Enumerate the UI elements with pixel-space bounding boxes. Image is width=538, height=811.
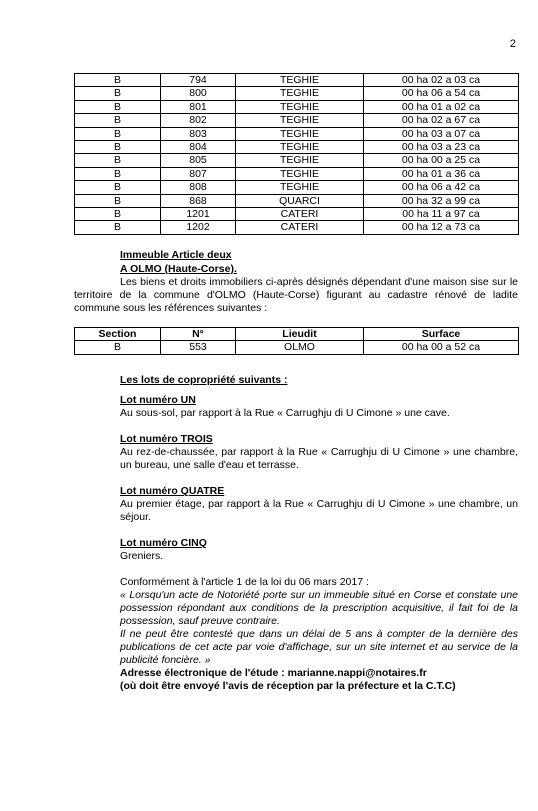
cell-section: B	[75, 341, 161, 354]
table-row	[75, 221, 519, 234]
table-row	[75, 74, 519, 87]
lot-title: Lot numéro UN	[120, 394, 196, 406]
cell-section: B	[75, 141, 161, 154]
table-row	[75, 114, 519, 127]
table-row	[75, 208, 519, 221]
cell-surface: 00 ha 12 a 73 ca	[364, 221, 519, 234]
cell-lieudit: TEGHIE	[236, 141, 364, 154]
table-row	[75, 181, 519, 194]
lot-title: Lot numéro QUATRE	[120, 485, 225, 497]
cell-lieudit: CATERI	[236, 208, 364, 221]
parcels-table-body	[75, 74, 519, 235]
table-row	[75, 154, 519, 167]
table-row	[75, 127, 519, 140]
olmo-table-header-row	[75, 328, 519, 341]
cell-number: 868	[161, 194, 236, 207]
cell-number: 794	[161, 74, 236, 87]
cell-section: B	[75, 74, 161, 87]
table-row	[75, 100, 519, 113]
cell-surface: 00 ha 06 a 54 ca	[364, 87, 519, 100]
cell-surface: 00 ha 02 a 67 ca	[364, 114, 519, 127]
cell-surface: 00 ha 06 a 42 ca	[364, 181, 519, 194]
table-row	[75, 341, 519, 354]
cell-lieudit: TEGHIE	[236, 87, 364, 100]
table-row	[75, 194, 519, 207]
lot-title: Lot numéro TROIS	[120, 433, 213, 445]
cell-number: 807	[161, 167, 236, 180]
article-two-location: A OLMO (Haute-Corse).	[120, 263, 237, 275]
cell-number: 808	[161, 181, 236, 194]
lot-text: Au rez-de-chaussée, par rapport à la Rue « Carrughju di U Cimone » une chambre, un bureau, une salle d'eau et terrasse.	[120, 446, 518, 471]
cell-surface: 00 ha 32 a 99 ca	[364, 194, 519, 207]
lot-text: Greniers.	[120, 550, 164, 562]
receipt-line: (où doit être envoyé l'avis de réception par la préfecture et la C.T.C)	[120, 680, 456, 692]
cell-section: B	[75, 154, 161, 167]
header-surface: Surface	[364, 328, 519, 341]
cell-surface: 00 ha 02 a 03 ca	[364, 74, 519, 87]
header-number: N°	[161, 328, 236, 341]
cell-surface: 00 ha 01 a 02 ca	[364, 100, 519, 113]
cell-surface: 00 ha 11 a 97 ca	[364, 208, 519, 221]
cell-lieudit: TEGHIE	[236, 100, 364, 113]
cell-section: B	[75, 194, 161, 207]
cell-lieudit: CATERI	[236, 221, 364, 234]
cell-section: B	[75, 221, 161, 234]
cell-number: 553	[161, 341, 236, 354]
cell-lieudit: TEGHIE	[236, 167, 364, 180]
cell-surface: 00 ha 03 a 23 ca	[364, 141, 519, 154]
lots-heading: Les lots de copropriété suivants :	[120, 374, 288, 386]
cell-number: 1202	[161, 221, 236, 234]
cell-section: B	[75, 127, 161, 140]
cell-section: B	[75, 87, 161, 100]
cell-number: 805	[161, 154, 236, 167]
email-line: Adresse électronique de l'étude : marianne.nappi@notaires.fr	[120, 667, 427, 679]
header-lieudit: Lieudit	[236, 328, 364, 341]
cell-section: B	[75, 114, 161, 127]
cell-number: 800	[161, 87, 236, 100]
parcels-table	[74, 73, 519, 235]
olmo-table	[74, 327, 519, 355]
lot-text: Au sous-sol, par rapport à la Rue « Carrughju di U Cimone » une cave.	[120, 407, 450, 419]
cell-section: B	[75, 167, 161, 180]
lot-title: Lot numéro CINQ	[120, 537, 207, 549]
cell-lieudit: TEGHIE	[236, 181, 364, 194]
quote-paragraph-2: Il ne peut être contesté que dans un délai de 5 ans à compter de la dernière des publications de cet acte par voie d'affichage, sur un site internet et au service de la publicité foncière. »	[120, 628, 518, 666]
table-row	[75, 141, 519, 154]
cell-surface: 00 ha 03 a 07 ca	[364, 127, 519, 140]
lot-text: Au premier étage, par rapport à la Rue « Carrughju di U Cimone » une chambre, un séjour.	[120, 498, 518, 523]
page-number: 2	[509, 38, 516, 50]
table-row	[75, 167, 519, 180]
cell-section: B	[75, 100, 161, 113]
cell-number: 803	[161, 127, 236, 140]
cell-section: B	[75, 181, 161, 194]
cell-number: 1201	[161, 208, 236, 221]
article-two-intro: Les biens et droits immobiliers ci-après désignés dépendant d'une maison sise sur le territoire de la commune d'OLMO (Haute-Corse) figurant au cadastre rénové de ladite commune sous les références suivantes :	[74, 276, 518, 314]
cell-number: 802	[161, 114, 236, 127]
quote-paragraph-1: « Lorsqu'un acte de Notoriété porte sur un immeuble situé en Corse et constate une possession répondant aux conditions de la prescription acquisitive, il fait foi de la possession, sauf preuve contraire.	[120, 589, 518, 627]
cell-surface: 00 ha 01 a 36 ca	[364, 167, 519, 180]
cell-number: 801	[161, 100, 236, 113]
cell-surface: 00 ha 00 a 25 ca	[364, 154, 519, 167]
cell-surface: 00 ha 00 a 52 ca	[364, 341, 519, 354]
cell-lieudit: TEGHIE	[236, 74, 364, 87]
law-reference: Conformément à l'article 1 de la loi du 06 mars 2017 :	[120, 576, 369, 588]
header-section: Section	[75, 328, 161, 341]
cell-lieudit: TEGHIE	[236, 154, 364, 167]
table-row	[75, 87, 519, 100]
cell-lieudit: OLMO	[236, 341, 364, 354]
cell-lieudit: TEGHIE	[236, 127, 364, 140]
cell-lieudit: TEGHIE	[236, 114, 364, 127]
cell-lieudit: QUARCI	[236, 194, 364, 207]
cell-section: B	[75, 208, 161, 221]
cell-number: 804	[161, 141, 236, 154]
article-two-heading: Immeuble Article deux	[120, 249, 232, 261]
